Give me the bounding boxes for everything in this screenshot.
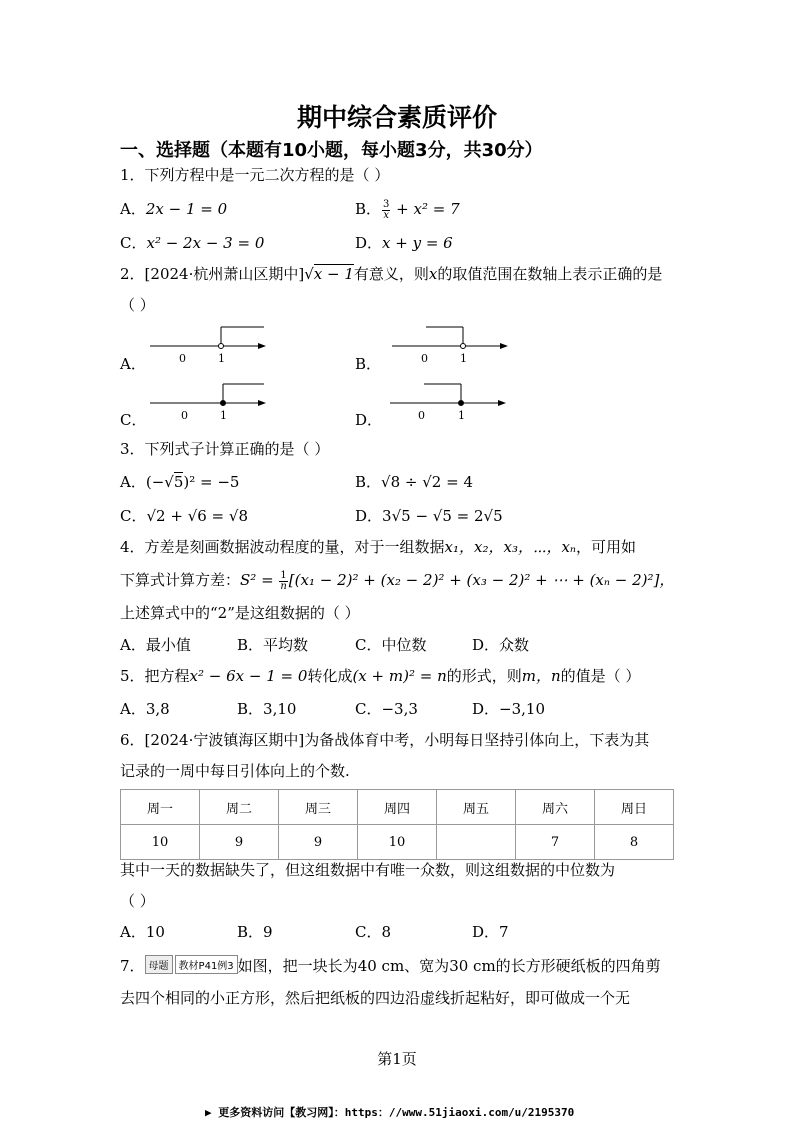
q6-option-a[interactable]: A．10	[120, 923, 165, 941]
table-header-cell: 周二	[200, 790, 279, 825]
q4-option-b[interactable]: B．平均数	[237, 636, 309, 654]
table-cell: 9	[200, 825, 279, 860]
weekly-pullup-table	[120, 789, 674, 860]
section-heading: 一、选择题（本题有10小题，每小题3分，共30分）	[120, 140, 543, 161]
fraction: $\frac{1}{n}$	[280, 569, 287, 592]
table-cell	[437, 825, 516, 860]
q4-line2: 下算式计算方差：S² = $\frac{1}{n}$ [(x₁ − 2)² + (x₂ − 2)² + (x₃ − 2)² + ⋯ + (xₙ − 2)²]，	[120, 569, 675, 592]
q3-stem: 3．下列式子计算正确的是（ ）	[120, 440, 330, 458]
q6-line3: 其中一天的数据缺失了，但这组数据中有唯一众数，则这组数据的中位数为	[120, 861, 616, 879]
q1-option-a[interactable]: A．2x − 1 = 0	[120, 200, 228, 218]
table-cell: 9	[279, 825, 358, 860]
q2-paren: （ ）	[120, 296, 155, 314]
q4-option-a[interactable]: A．最小值	[120, 636, 191, 654]
svg-text:0: 0	[181, 409, 188, 422]
q5-stem: 5．把方程x² − 6x − 1 = 0转化成(x + m)² = n的形式，则m，n的值是（ ）	[120, 667, 641, 685]
footer-resource-link[interactable]: ▶ 更多资料访问【教习网】：https：//www.51jiaoxi.com/u/2195370	[205, 1106, 575, 1119]
q7-line2: 去四个相同的小正方形，然后把纸板的四边沿虚线折起粘好，即可做成一个无	[120, 989, 631, 1007]
table-header-cell: 周五	[437, 790, 516, 825]
table-header-cell: 周一	[121, 790, 200, 825]
table-cell: 10	[358, 825, 437, 860]
svg-text:0: 0	[179, 352, 186, 365]
q5-option-d[interactable]: D．−3,10	[472, 700, 545, 718]
q3-option-a[interactable]: A．(−√5)² = −5	[120, 473, 240, 491]
q2-option-a-label[interactable]: A．	[120, 355, 146, 373]
table-cell: 7	[516, 825, 595, 860]
q2-option-c-numberline	[146, 379, 270, 423]
svg-text:1: 1	[220, 409, 227, 422]
q6-option-d[interactable]: D．7	[472, 923, 509, 941]
q6-line1: 6．[2024·宁波镇海区期中]为备战体育中考，小明每日坚持引体向上，下表为其	[120, 731, 650, 749]
svg-text:1: 1	[218, 352, 225, 365]
q6-option-b[interactable]: B．9	[237, 923, 273, 941]
q3-option-d[interactable]: D．3√5 − √5 = 2√5	[355, 507, 503, 525]
q2-option-b-label[interactable]: B．	[355, 355, 382, 373]
svg-text:0: 0	[418, 409, 425, 422]
table-cell: 10	[121, 825, 200, 860]
q2-stem: 2．[2024·杭州萧山区期中]√x − 1有意义，则x的取值范围在数轴上表示正确的是	[120, 265, 663, 283]
svg-text:0: 0	[421, 352, 428, 365]
q1-option-c[interactable]: C．x² − 2x − 3 = 0	[120, 234, 265, 252]
q1-option-d[interactable]: D．x + y = 6	[355, 234, 453, 252]
q3-option-c[interactable]: C．√2 + √6 = √8	[120, 507, 248, 525]
table-header-cell: 周三	[279, 790, 358, 825]
mother-question-tag: 母题	[145, 955, 173, 974]
page-title: 期中综合素质评价	[296, 103, 497, 132]
table-header-row	[121, 790, 674, 825]
svg-text:1: 1	[460, 352, 467, 365]
q6-option-c[interactable]: C．8	[355, 923, 392, 941]
table-header-cell: 周日	[595, 790, 674, 825]
table-header-cell: 周六	[516, 790, 595, 825]
q5-option-a[interactable]: A．3,8	[120, 700, 170, 718]
q2-option-d-label[interactable]: D．	[355, 411, 383, 429]
q5-option-b[interactable]: B．3,10	[237, 700, 297, 718]
page-number: 第1页	[377, 1050, 417, 1068]
svg-text:1: 1	[458, 409, 465, 422]
q1-stem: 1．下列方程中是一元二次方程的是（ ）	[120, 166, 390, 184]
q3-option-b[interactable]: B．√8 ÷ √2 = 4	[355, 473, 473, 491]
q2-option-b-numberline	[388, 322, 512, 366]
table-cell: 8	[595, 825, 674, 860]
q4-option-d[interactable]: D．众数	[472, 636, 530, 654]
table-header-cell: 周四	[358, 790, 437, 825]
q6-line2: 记录的一周中每日引体向上的个数.	[120, 762, 350, 780]
q7-line1: 7． 母题 教材P41例3 如图，把一块长为40 cm、宽为30 cm的长方形硬纸板的四角剪	[120, 957, 661, 975]
q1-option-b[interactable]: B． $\frac{3}{x}$ + x² = 7	[355, 198, 460, 221]
fraction: $\frac{3}{x}$	[383, 198, 390, 221]
q2-option-d-numberline	[386, 379, 510, 423]
q2-option-c-label[interactable]: C．	[120, 411, 147, 429]
q4-option-c[interactable]: C．中位数	[355, 636, 427, 654]
textbook-reference-tag: 教材P41例3	[175, 955, 238, 974]
q2-option-a-numberline	[146, 322, 270, 366]
q6-line4: （ ）	[120, 892, 155, 910]
q4-line3: 上述算式中的“2”是这组数据的（ ）	[120, 604, 360, 622]
table-row	[121, 825, 674, 860]
q4-line1: 4．方差是刻画数据波动程度的量，对于一组数据x₁，x₂，x₃，⋯，xₙ，可用如	[120, 538, 637, 556]
q5-option-c[interactable]: C．−3,3	[355, 700, 418, 718]
